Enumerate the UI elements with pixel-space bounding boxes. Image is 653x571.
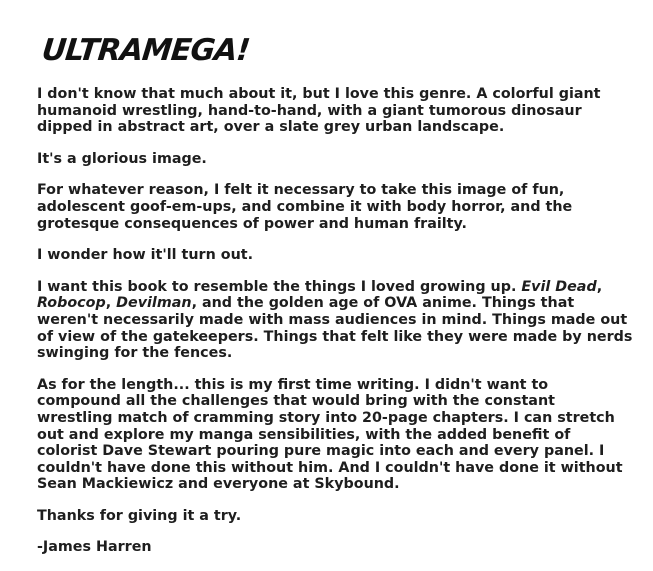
title-evil-dead: Evil Dead [521,278,597,295]
paragraph-1: I don't know that much about it, but I love this genre. A colorful giant humanoid wrestling, hand-to-hand, with a giant tumorous dinosaur dipped in abstract art, over a slate grey urban landscape. [37,86,601,136]
signature: -James Harren [37,539,152,556]
paragraph-2: It's a glorious image. [37,150,207,167]
title-text: ULTRAMEGA! [40,33,251,68]
paragraph-6: As for the length... this is my first time writing. I didn't want to compound all the challenges that would bring with the constant wrestling match of cramming story into 20-page chapters. I can stretch out and explore my manga sensibilities, with the added benefit of colorist Dave Stewart pouring pure magic into each and every panel. I couldn't have done this without him. And I couldn't have done it without Sean Mackiewicz and everyone at Skybound. [37,376,623,493]
title-logo [37,22,635,72]
title-robocop: Robocop [37,295,106,312]
paragraph-5 [37,279,635,362]
paragraph-5-text-b: , [596,278,603,295]
paragraph-7: Thanks for giving it a try. [37,507,242,524]
paragraph-5-text-d: , and the golden age of OVA anime. Things that weren't necessarily made with mass audiences in mind. Things made out of view of the gatekeepers. Things that felt like they were made by nerds swinging for the fences. [37,295,633,362]
letter [37,22,635,571]
paragraph-5-text-c: , [105,295,117,312]
paragraph-5-text-a: I want this book to resemble the things I loved growing up. [37,278,522,295]
paragraph-4: I wonder how it'll turn out. [37,247,254,264]
paragraph-3: For whatever reason, I felt it necessary to take this image of fun, adolescent goof-em-ups, and combine it with body horror, and the grotesque consequences of power and human frailty. [37,182,573,232]
title-devilman: Devilman [116,295,192,312]
title-logo-art [37,22,297,72]
